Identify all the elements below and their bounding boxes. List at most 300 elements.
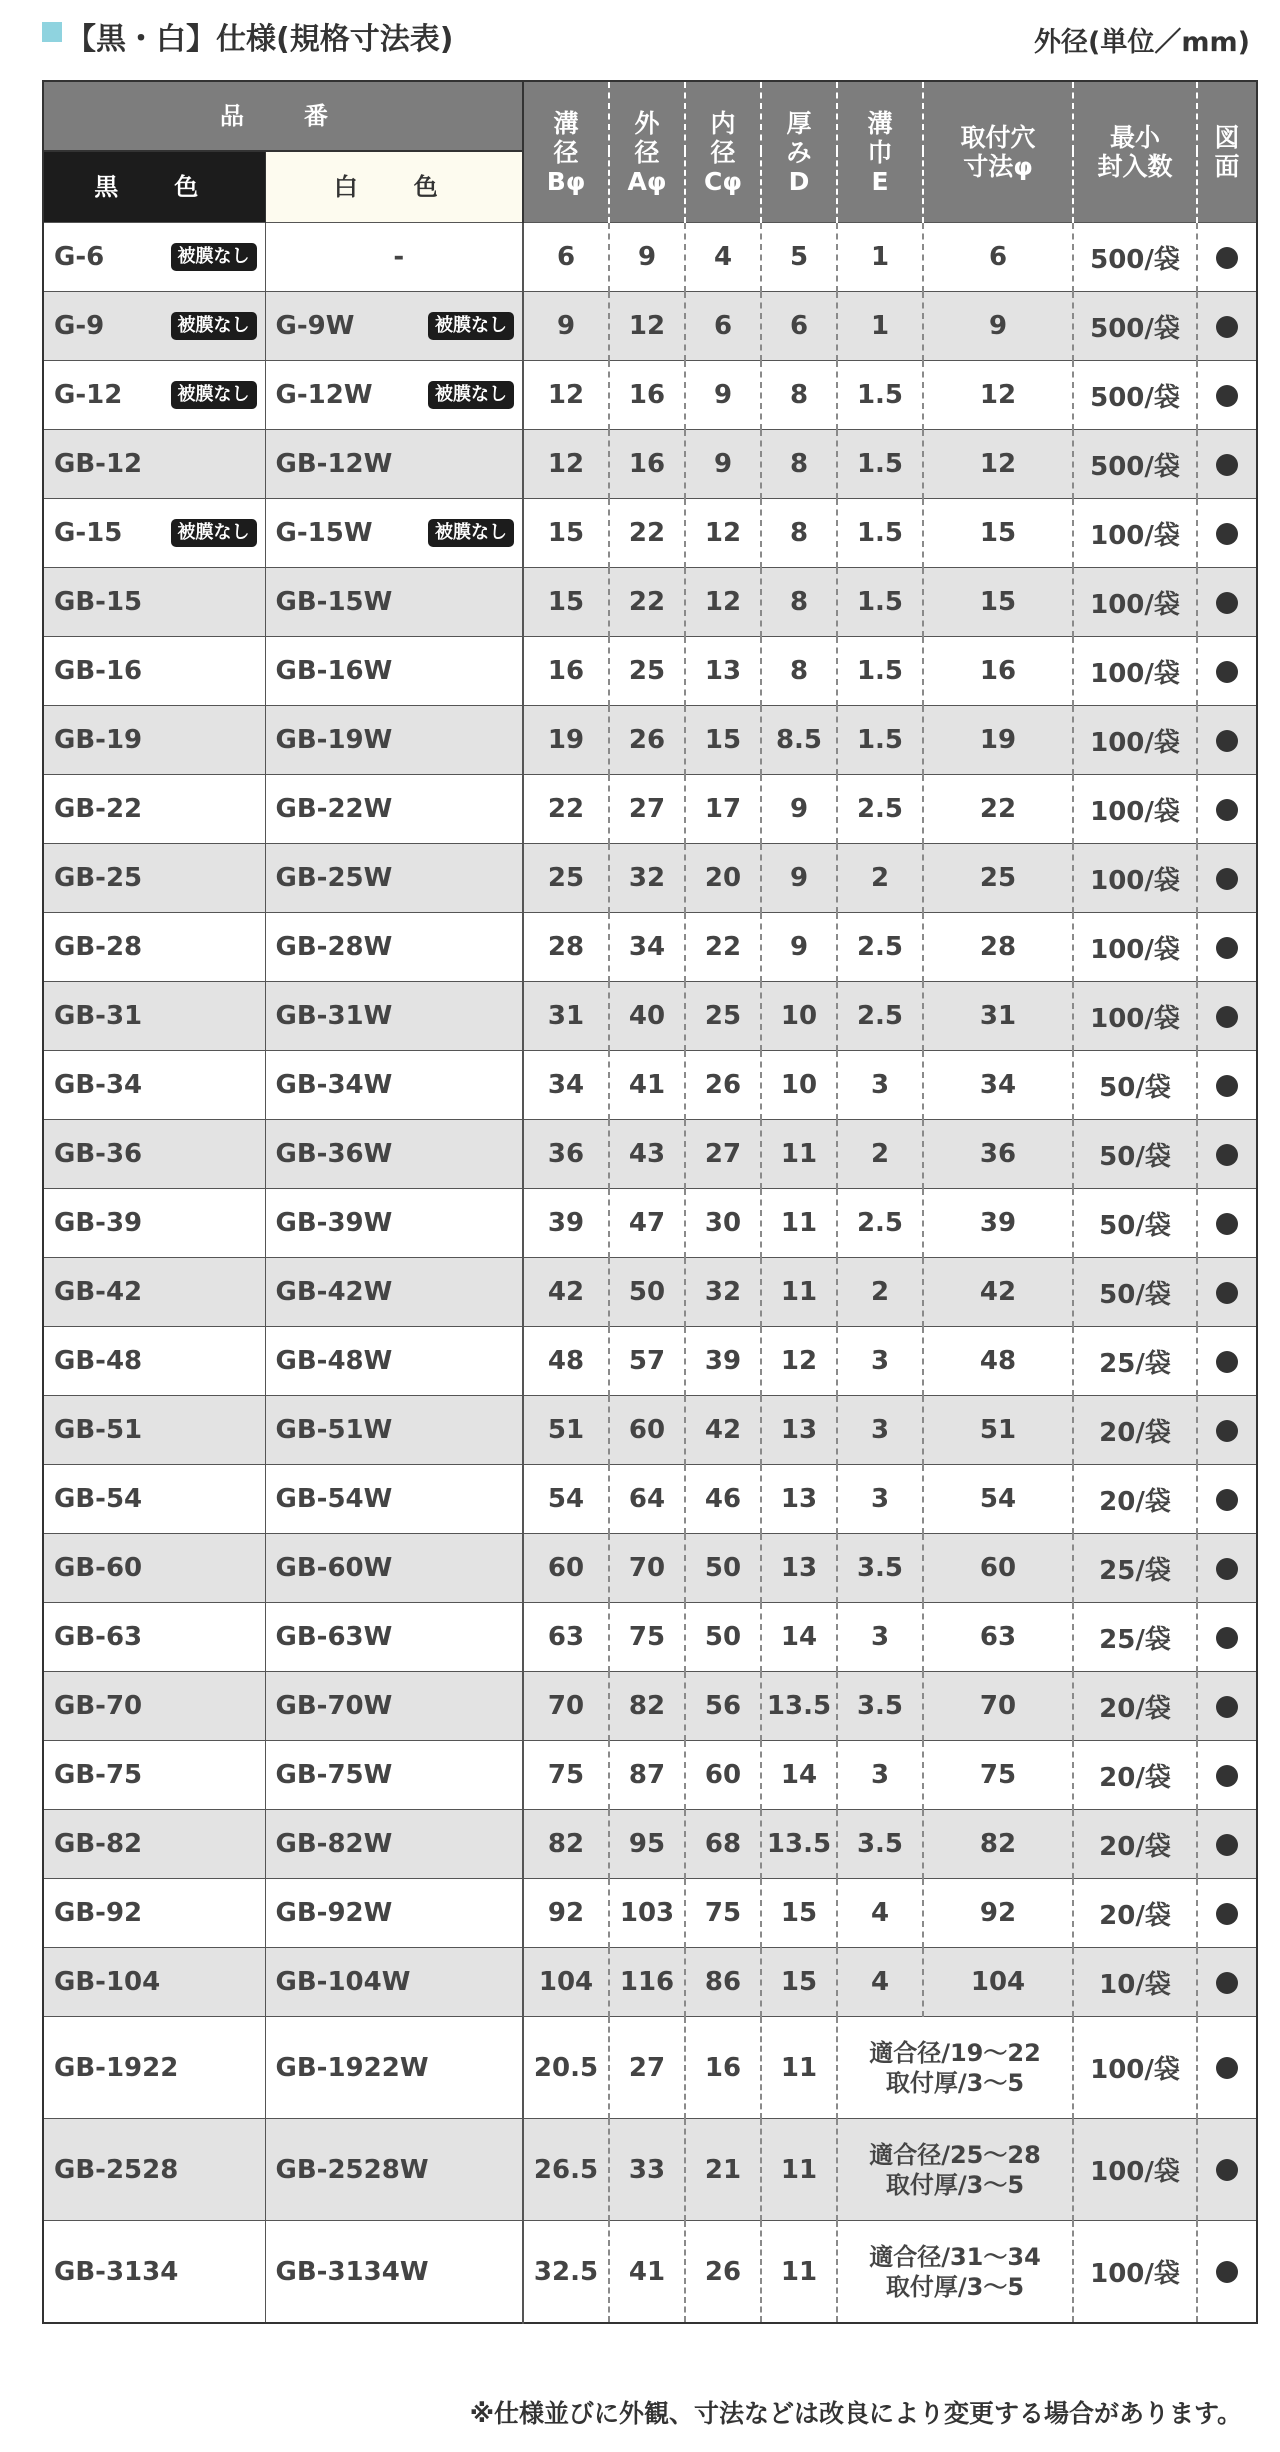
cell-mounting-hole: 15 [923, 568, 1073, 637]
fit-info-line: 適合径/19〜22 [869, 2038, 1041, 2067]
table-row [43, 2017, 1257, 2119]
cell-groove-diameter: 28 [523, 913, 609, 982]
cell-mounting-hole: 12 [923, 430, 1073, 499]
cell-inner-diameter: 86 [685, 1948, 761, 2017]
drawing-link-icon[interactable] [1216, 592, 1238, 614]
part-black [43, 1120, 265, 1189]
part-black [43, 1534, 265, 1603]
header-mounting-hole [923, 81, 1073, 223]
table-row [43, 361, 1257, 430]
cell-groove-width: 3 [837, 1741, 923, 1810]
part-white [265, 637, 523, 706]
table-row [43, 637, 1257, 706]
drawing-link-icon[interactable] [1216, 1834, 1238, 1856]
part-black-label: GB-19 [54, 725, 143, 755]
header-thickness [761, 81, 837, 223]
cell-min-quantity: 20/袋 [1073, 1741, 1197, 1810]
cell-inner-diameter: 6 [685, 292, 761, 361]
cell-mounting-hole: 42 [923, 1258, 1073, 1327]
drawing-link-icon[interactable] [1216, 1420, 1238, 1442]
cell-mounting-hole: 48 [923, 1327, 1073, 1396]
page-title: 【黒・白】仕様(規格寸法表) [66, 22, 454, 57]
cell-inner-diameter: 75 [685, 1879, 761, 1948]
cell-drawing[interactable] [1197, 1741, 1257, 1810]
cell-mounting-hole: 70 [923, 1672, 1073, 1741]
part-black [43, 1465, 265, 1534]
table-row [43, 844, 1257, 913]
drawing-link-icon[interactable] [1216, 868, 1238, 890]
header-c-line3: Cφ [704, 166, 742, 196]
header-outer-diameter [609, 81, 685, 223]
cell-outer-diameter: 41 [609, 2221, 685, 2324]
cell-mounting-hole: 36 [923, 1120, 1073, 1189]
drawing-link-icon[interactable] [1216, 661, 1238, 683]
cell-drawing[interactable] [1197, 1327, 1257, 1396]
cell-outer-diameter: 27 [609, 2017, 685, 2119]
cell-inner-diameter: 56 [685, 1672, 761, 1741]
part-white-label: GB-92W [275, 1898, 393, 1928]
cell-inner-diameter: 30 [685, 1189, 761, 1258]
cell-inner-diameter: 27 [685, 1120, 761, 1189]
cell-groove-diameter: 15 [523, 568, 609, 637]
drawing-link-icon[interactable] [1216, 1765, 1238, 1787]
cell-thickness: 5 [761, 223, 837, 292]
cell-inner-diameter: 39 [685, 1327, 761, 1396]
cell-outer-diameter: 26 [609, 706, 685, 775]
cell-drawing[interactable] [1197, 499, 1257, 568]
cell-thickness: 8 [761, 430, 837, 499]
cell-drawing[interactable] [1197, 430, 1257, 499]
cell-mounting-hole: 28 [923, 913, 1073, 982]
header-d-line2: み [786, 137, 812, 167]
part-black-label: GB-104 [54, 1967, 161, 1997]
cell-drawing[interactable] [1197, 1396, 1257, 1465]
cell-thickness: 11 [761, 2119, 837, 2221]
table-row [43, 982, 1257, 1051]
cell-min-quantity: 20/袋 [1073, 1465, 1197, 1534]
unit-label: 外径(単位／mm) [1034, 27, 1250, 58]
drawing-link-icon[interactable] [1216, 1558, 1238, 1580]
cell-drawing[interactable] [1197, 1948, 1257, 2017]
cell-thickness: 11 [761, 1120, 837, 1189]
cell-groove-diameter: 6 [523, 223, 609, 292]
part-black [43, 499, 265, 568]
cell-groove-diameter: 32.5 [523, 2221, 609, 2324]
cell-inner-diameter: 9 [685, 430, 761, 499]
table-row [43, 1396, 1257, 1465]
part-white [265, 1051, 523, 1120]
drawing-link-icon[interactable] [1216, 1627, 1238, 1649]
part-white-label: GB-63W [275, 1622, 393, 1652]
cell-drawing[interactable] [1197, 1879, 1257, 1948]
part-white-label: GB-75W [275, 1760, 393, 1790]
cell-groove-width: 1.5 [837, 706, 923, 775]
part-white [265, 1534, 523, 1603]
cell-thickness: 14 [761, 1603, 837, 1672]
part-black-label: GB-39 [54, 1208, 143, 1238]
drawing-link-icon[interactable] [1216, 1006, 1238, 1028]
cell-drawing[interactable] [1197, 1534, 1257, 1603]
spec-table [42, 80, 1258, 2324]
header-drawing-line2: 面 [1214, 152, 1240, 181]
cell-drawing[interactable] [1197, 568, 1257, 637]
cell-thickness: 9 [761, 913, 837, 982]
drawing-link-icon[interactable] [1216, 1213, 1238, 1235]
cell-mounting-hole: 63 [923, 1603, 1073, 1672]
no-coating-badge: 被膜なし [171, 381, 257, 409]
part-white [265, 2119, 523, 2221]
drawing-link-icon[interactable] [1216, 247, 1238, 269]
cell-thickness: 11 [761, 1189, 837, 1258]
cell-mounting-hole: 34 [923, 1051, 1073, 1120]
header-black: 黒 色 [43, 151, 265, 223]
part-black-label: GB-12 [54, 449, 143, 479]
no-coating-badge: 被膜なし [171, 312, 257, 340]
drawing-link-icon[interactable] [1216, 1144, 1238, 1166]
header-d-line1: 厚 [786, 108, 812, 138]
part-black-label: G-12 [54, 380, 123, 410]
part-black-label: GB-34 [54, 1070, 143, 1100]
part-white [265, 1465, 523, 1534]
table-row [43, 1741, 1257, 1810]
cell-thickness: 13 [761, 1465, 837, 1534]
part-black-label: GB-22 [54, 794, 143, 824]
cell-mounting-hole: 19 [923, 706, 1073, 775]
part-black-label: GB-63 [54, 1622, 143, 1652]
part-white-label: GB-1922W [275, 2052, 429, 2083]
part-black [43, 1741, 265, 1810]
cell-outer-diameter: 41 [609, 1051, 685, 1120]
cell-groove-width: 2.5 [837, 982, 923, 1051]
cell-min-quantity: 50/袋 [1073, 1120, 1197, 1189]
cell-drawing[interactable] [1197, 637, 1257, 706]
header-groove-diameter [523, 81, 609, 223]
header-c-line2: 径 [710, 137, 736, 167]
cell-groove-width: 3 [837, 1603, 923, 1672]
cell-drawing[interactable] [1197, 913, 1257, 982]
cell-drawing[interactable] [1197, 361, 1257, 430]
cell-groove-width: 1 [837, 223, 923, 292]
table-row [43, 1327, 1257, 1396]
drawing-link-icon[interactable] [1216, 937, 1238, 959]
cell-outer-diameter: 34 [609, 913, 685, 982]
cell-thickness: 15 [761, 1879, 837, 1948]
cell-outer-diameter: 22 [609, 568, 685, 637]
cell-outer-diameter: 75 [609, 1603, 685, 1672]
drawing-link-icon[interactable] [1216, 316, 1238, 338]
cell-groove-diameter: 22 [523, 775, 609, 844]
part-white-label: GB-60W [275, 1553, 393, 1583]
cell-mounting-hole: 16 [923, 637, 1073, 706]
drawing-link-icon[interactable] [1216, 1972, 1238, 1994]
drawing-link-icon[interactable] [1216, 1489, 1238, 1511]
table-row [43, 1948, 1257, 2017]
drawing-link-icon[interactable] [1216, 385, 1238, 407]
part-black [43, 292, 265, 361]
header-hole-line2: 寸法φ [963, 152, 1033, 181]
part-black [43, 1396, 265, 1465]
cell-thickness: 8.5 [761, 706, 837, 775]
cell-thickness: 8 [761, 637, 837, 706]
part-white-label: GB-2528W [275, 2154, 429, 2185]
header-white: 白 色 [265, 151, 523, 223]
cell-groove-width: 2.5 [837, 913, 923, 982]
cell-drawing[interactable] [1197, 1051, 1257, 1120]
cell-min-quantity: 500/袋 [1073, 361, 1197, 430]
drawing-link-icon[interactable] [1216, 730, 1238, 752]
part-white-label: GB-22W [275, 794, 393, 824]
cell-groove-width: 1.5 [837, 499, 923, 568]
cell-drawing[interactable] [1197, 223, 1257, 292]
table-row [43, 1810, 1257, 1879]
cell-inner-diameter: 42 [685, 1396, 761, 1465]
header-a-line2: 径 [634, 137, 660, 167]
part-white [265, 706, 523, 775]
part-black-label: GB-51 [54, 1415, 143, 1445]
cell-inner-diameter: 46 [685, 1465, 761, 1534]
cell-outer-diameter: 64 [609, 1465, 685, 1534]
part-white [265, 361, 523, 430]
fit-info-line: 取付厚/3〜5 [885, 2068, 1025, 2097]
cell-inner-diameter: 13 [685, 637, 761, 706]
cell-drawing[interactable] [1197, 844, 1257, 913]
cell-groove-diameter: 19 [523, 706, 609, 775]
cell-outer-diameter: 32 [609, 844, 685, 913]
cell-outer-diameter: 9 [609, 223, 685, 292]
title-row [40, 10, 1250, 56]
part-black [43, 1327, 265, 1396]
part-black-label: GB-16 [54, 656, 143, 686]
cell-drawing[interactable] [1197, 1189, 1257, 1258]
part-black [43, 913, 265, 982]
cell-groove-width: 1.5 [837, 568, 923, 637]
cell-groove-diameter: 82 [523, 1810, 609, 1879]
cell-groove-width: 2 [837, 844, 923, 913]
part-white [265, 292, 523, 361]
cell-min-quantity: 500/袋 [1073, 430, 1197, 499]
cell-drawing[interactable] [1197, 1258, 1257, 1327]
part-white [265, 430, 523, 499]
part-black [43, 1189, 265, 1258]
cell-outer-diameter: 27 [609, 775, 685, 844]
cell-groove-width: 2.5 [837, 775, 923, 844]
cell-mounting-hole: 25 [923, 844, 1073, 913]
cell-drawing[interactable] [1197, 775, 1257, 844]
part-black [43, 1258, 265, 1327]
cell-outer-diameter: 12 [609, 292, 685, 361]
table-row [43, 2221, 1257, 2324]
cell-drawing[interactable] [1197, 1465, 1257, 1534]
cell-groove-width: 1 [837, 292, 923, 361]
part-white-label: GB-104W [275, 1967, 411, 1997]
part-black-label: GB-36 [54, 1139, 143, 1169]
part-black [43, 1879, 265, 1948]
part-black [43, 2017, 265, 2119]
part-white [265, 1603, 523, 1672]
cell-min-quantity: 25/袋 [1073, 1327, 1197, 1396]
fit-info-line: 適合径/31〜34 [869, 2242, 1041, 2271]
cell-outer-diameter: 82 [609, 1672, 685, 1741]
table-row [43, 1672, 1257, 1741]
spec-table-body [43, 223, 1257, 2324]
part-white-label: GB-31W [275, 1001, 393, 1031]
cell-groove-diameter: 54 [523, 1465, 609, 1534]
part-black [43, 223, 265, 292]
cell-mounting-hole: 31 [923, 982, 1073, 1051]
drawing-link-icon[interactable] [1216, 1903, 1238, 1925]
part-white-label: GB-54W [275, 1484, 393, 1514]
cell-inner-diameter: 26 [685, 1051, 761, 1120]
cell-outer-diameter: 40 [609, 982, 685, 1051]
table-row [43, 1534, 1257, 1603]
part-black-label: GB-2528 [54, 2154, 179, 2185]
cell-groove-width: 2 [837, 1258, 923, 1327]
cell-groove-diameter: 63 [523, 1603, 609, 1672]
header-hole-line1: 取付穴 [960, 123, 1036, 152]
part-black [43, 637, 265, 706]
cell-fit-info [837, 2017, 1073, 2119]
cell-mounting-hole: 54 [923, 1465, 1073, 1534]
part-white-label: GB-34W [275, 1070, 393, 1100]
cell-groove-diameter: 75 [523, 1741, 609, 1810]
cell-min-quantity: 20/袋 [1073, 1396, 1197, 1465]
part-black [43, 430, 265, 499]
part-white [265, 1948, 523, 2017]
cell-min-quantity: 100/袋 [1073, 2017, 1197, 2119]
cell-min-quantity: 50/袋 [1073, 1258, 1197, 1327]
part-white [265, 1258, 523, 1327]
part-black-label: GB-25 [54, 863, 143, 893]
cell-groove-diameter: 48 [523, 1327, 609, 1396]
cell-fit-info [837, 2221, 1073, 2324]
part-black [43, 1810, 265, 1879]
cell-groove-diameter: 25 [523, 844, 609, 913]
cell-drawing[interactable] [1197, 1672, 1257, 1741]
cell-thickness: 14 [761, 1741, 837, 1810]
part-white-label: - [393, 242, 405, 272]
cell-groove-diameter: 26.5 [523, 2119, 609, 2221]
cell-mounting-hole: 6 [923, 223, 1073, 292]
cell-inner-diameter: 20 [685, 844, 761, 913]
cell-inner-diameter: 22 [685, 913, 761, 982]
header-inner-diameter [685, 81, 761, 223]
no-coating-badge: 被膜なし [428, 519, 514, 547]
part-black [43, 2119, 265, 2221]
part-black-label: GB-31 [54, 1001, 143, 1031]
cell-drawing[interactable] [1197, 1120, 1257, 1189]
cell-groove-diameter: 51 [523, 1396, 609, 1465]
header-c-line1: 内 [710, 108, 736, 138]
cell-inner-diameter: 68 [685, 1810, 761, 1879]
drawing-link-icon[interactable] [1216, 2057, 1238, 2079]
drawing-link-icon[interactable] [1216, 454, 1238, 476]
cell-thickness: 8 [761, 568, 837, 637]
cell-inner-diameter: 4 [685, 223, 761, 292]
cell-outer-diameter: 87 [609, 1741, 685, 1810]
cell-outer-diameter: 95 [609, 1810, 685, 1879]
drawing-link-icon[interactable] [1216, 2159, 1238, 2181]
cell-drawing[interactable] [1197, 1603, 1257, 1672]
cell-outer-diameter: 116 [609, 1948, 685, 2017]
cell-groove-width: 3 [837, 1465, 923, 1534]
drawing-link-icon[interactable] [1216, 799, 1238, 821]
fit-info-line: 取付厚/3〜5 [885, 2272, 1025, 2301]
cell-drawing[interactable] [1197, 706, 1257, 775]
cell-inner-diameter: 9 [685, 361, 761, 430]
cell-drawing[interactable] [1197, 2221, 1257, 2324]
title-marker-icon [42, 22, 62, 42]
cell-min-quantity: 100/袋 [1073, 775, 1197, 844]
cell-inner-diameter: 15 [685, 706, 761, 775]
cell-drawing[interactable] [1197, 292, 1257, 361]
cell-outer-diameter: 16 [609, 430, 685, 499]
header-part-number: 品 番 [43, 81, 523, 151]
part-black [43, 1603, 265, 1672]
cell-min-quantity: 20/袋 [1073, 1810, 1197, 1879]
drawing-link-icon[interactable] [1216, 1282, 1238, 1304]
cell-min-quantity: 100/袋 [1073, 982, 1197, 1051]
cell-min-quantity: 20/袋 [1073, 1672, 1197, 1741]
cell-inner-diameter: 25 [685, 982, 761, 1051]
cell-outer-diameter: 103 [609, 1879, 685, 1948]
cell-drawing[interactable] [1197, 2119, 1257, 2221]
part-white-label: GB-28W [275, 932, 393, 962]
fit-info-line: 取付厚/3〜5 [885, 2170, 1025, 2199]
part-white-label: GB-48W [275, 1346, 393, 1376]
cell-groove-width: 3 [837, 1396, 923, 1465]
drawing-link-icon[interactable] [1216, 1075, 1238, 1097]
cell-groove-diameter: 92 [523, 1879, 609, 1948]
cell-thickness: 9 [761, 775, 837, 844]
part-white-label: GB-12W [275, 449, 393, 479]
cell-min-quantity: 100/袋 [1073, 844, 1197, 913]
part-white-label: GB-51W [275, 1415, 393, 1445]
drawing-link-icon[interactable] [1216, 2261, 1238, 2283]
cell-drawing[interactable] [1197, 2017, 1257, 2119]
part-black [43, 568, 265, 637]
cell-mounting-hole: 75 [923, 1741, 1073, 1810]
cell-thickness: 9 [761, 844, 837, 913]
table-row [43, 499, 1257, 568]
cell-thickness: 8 [761, 361, 837, 430]
cell-mounting-hole: 104 [923, 1948, 1073, 2017]
cell-groove-diameter: 15 [523, 499, 609, 568]
drawing-link-icon[interactable] [1216, 1696, 1238, 1718]
cell-outer-diameter: 60 [609, 1396, 685, 1465]
part-white-label: GB-16W [275, 656, 393, 686]
cell-groove-diameter: 70 [523, 1672, 609, 1741]
table-row [43, 568, 1257, 637]
drawing-link-icon[interactable] [1216, 1351, 1238, 1373]
cell-groove-width: 2 [837, 1120, 923, 1189]
cell-min-quantity: 50/袋 [1073, 1051, 1197, 1120]
cell-drawing[interactable] [1197, 982, 1257, 1051]
header-e-line3: E [871, 166, 889, 196]
cell-thickness: 11 [761, 2221, 837, 2324]
header-b-line1: 溝 [553, 108, 579, 138]
part-black-label: G-15 [54, 518, 123, 548]
part-black-label: GB-1922 [54, 2052, 179, 2083]
cell-mounting-hole: 82 [923, 1810, 1073, 1879]
header-groove-width [837, 81, 923, 223]
cell-outer-diameter: 16 [609, 361, 685, 430]
cell-groove-width: 3 [837, 1051, 923, 1120]
cell-min-quantity: 20/袋 [1073, 1879, 1197, 1948]
drawing-link-icon[interactable] [1216, 523, 1238, 545]
cell-min-quantity: 100/袋 [1073, 499, 1197, 568]
cell-drawing[interactable] [1197, 1810, 1257, 1879]
part-white-label: GB-19W [275, 725, 393, 755]
